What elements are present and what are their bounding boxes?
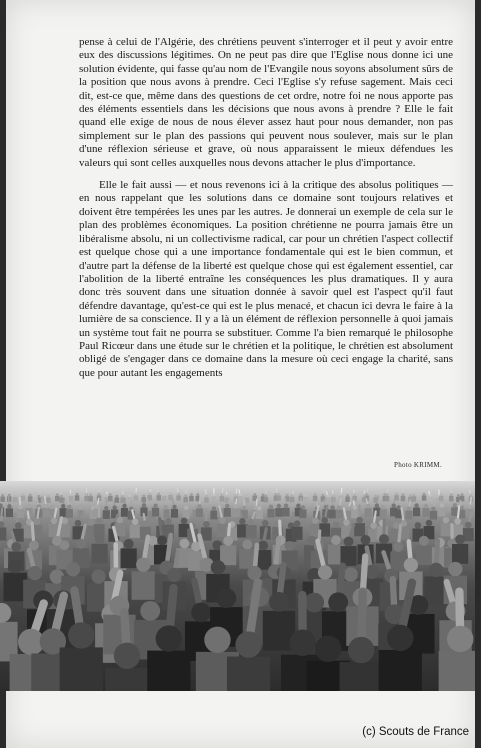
copyright-notice: (c) Scouts de France — [362, 726, 469, 738]
paragraph-2: Elle le fait aussi — et nous revenons ici à la critique des absolus politiques — en nous rappelant que les solutions dans ce domaine sont toujours relatives et doivent être tempérées les unes par les autres. Je donnerai un exemple de cela sur le plan des problèmes économiques. La position chrétienne ne pourra jamais être un libéralisme absolu, ni un collectivisme radical, car pour un chrétien l'aspect collectif est quelque chose qui a une importance fondamentale qui est le bien commun, et d'autre part la défense de la liberté est quelque chose qui est également essentiel, car l'abolition de la liberté entraîne les conséquences les plus dramatiques. Il y aura donc très souvent dans une situation donnée à savoir quel est l'aspect qu'il faut défendre davantage, qu'est-ce qui est le plus menacé, et chacun ici devra le faire à la lumière de sa conscience. Il y a là un élément de réflexion personnelle à quoi jamais un système tout fait ne pourra se substituer. Comme l'a bien remarqué le philosophe Paul Ricœur dans une étude sur le chrétien et la politique, le chrétien est absolument obligé de s'engager dans ce domaine dans la mesure où ceci engage la charité, sans que pour autant les engagements — [79, 179, 453, 379]
paragraph-1: pense à celui de l'Algérie, des chrétiens peuvent s'interroger et il peut y avoir entre eux des discussions légitimes. On ne peut pas dire que l'Eglise nous donne ici une solution évidente, qui fasse qu'au nom de l'Evangile nous soyons absolument sûrs de la position que nous avons à prendre. Ceci l'Eglise s'y refuse sagement. Mais ceci dit, est-ce que, même dans des questions de cet ordre, notre foi ne nous apporte pas des éléments essentiels dans les décisions que nous avons à prendre ? Elle le fait quand elle exige de nous de nous élever assez haut pour nous demander, non pas simplement sur le plan des passions qui peuvent nous soulever, mais sur le plan d'une réflexion sérieuse et grave, où nous apparaissent le mieux défendues les valeurs qui sont celles auxquelles nous devons attacher le plus d'importance. — [79, 36, 453, 169]
photo-credit: Photo KRIMM. — [394, 461, 442, 469]
crowd-raised-hands-photo — [0, 481, 475, 691]
article-body — [79, 36, 453, 389]
